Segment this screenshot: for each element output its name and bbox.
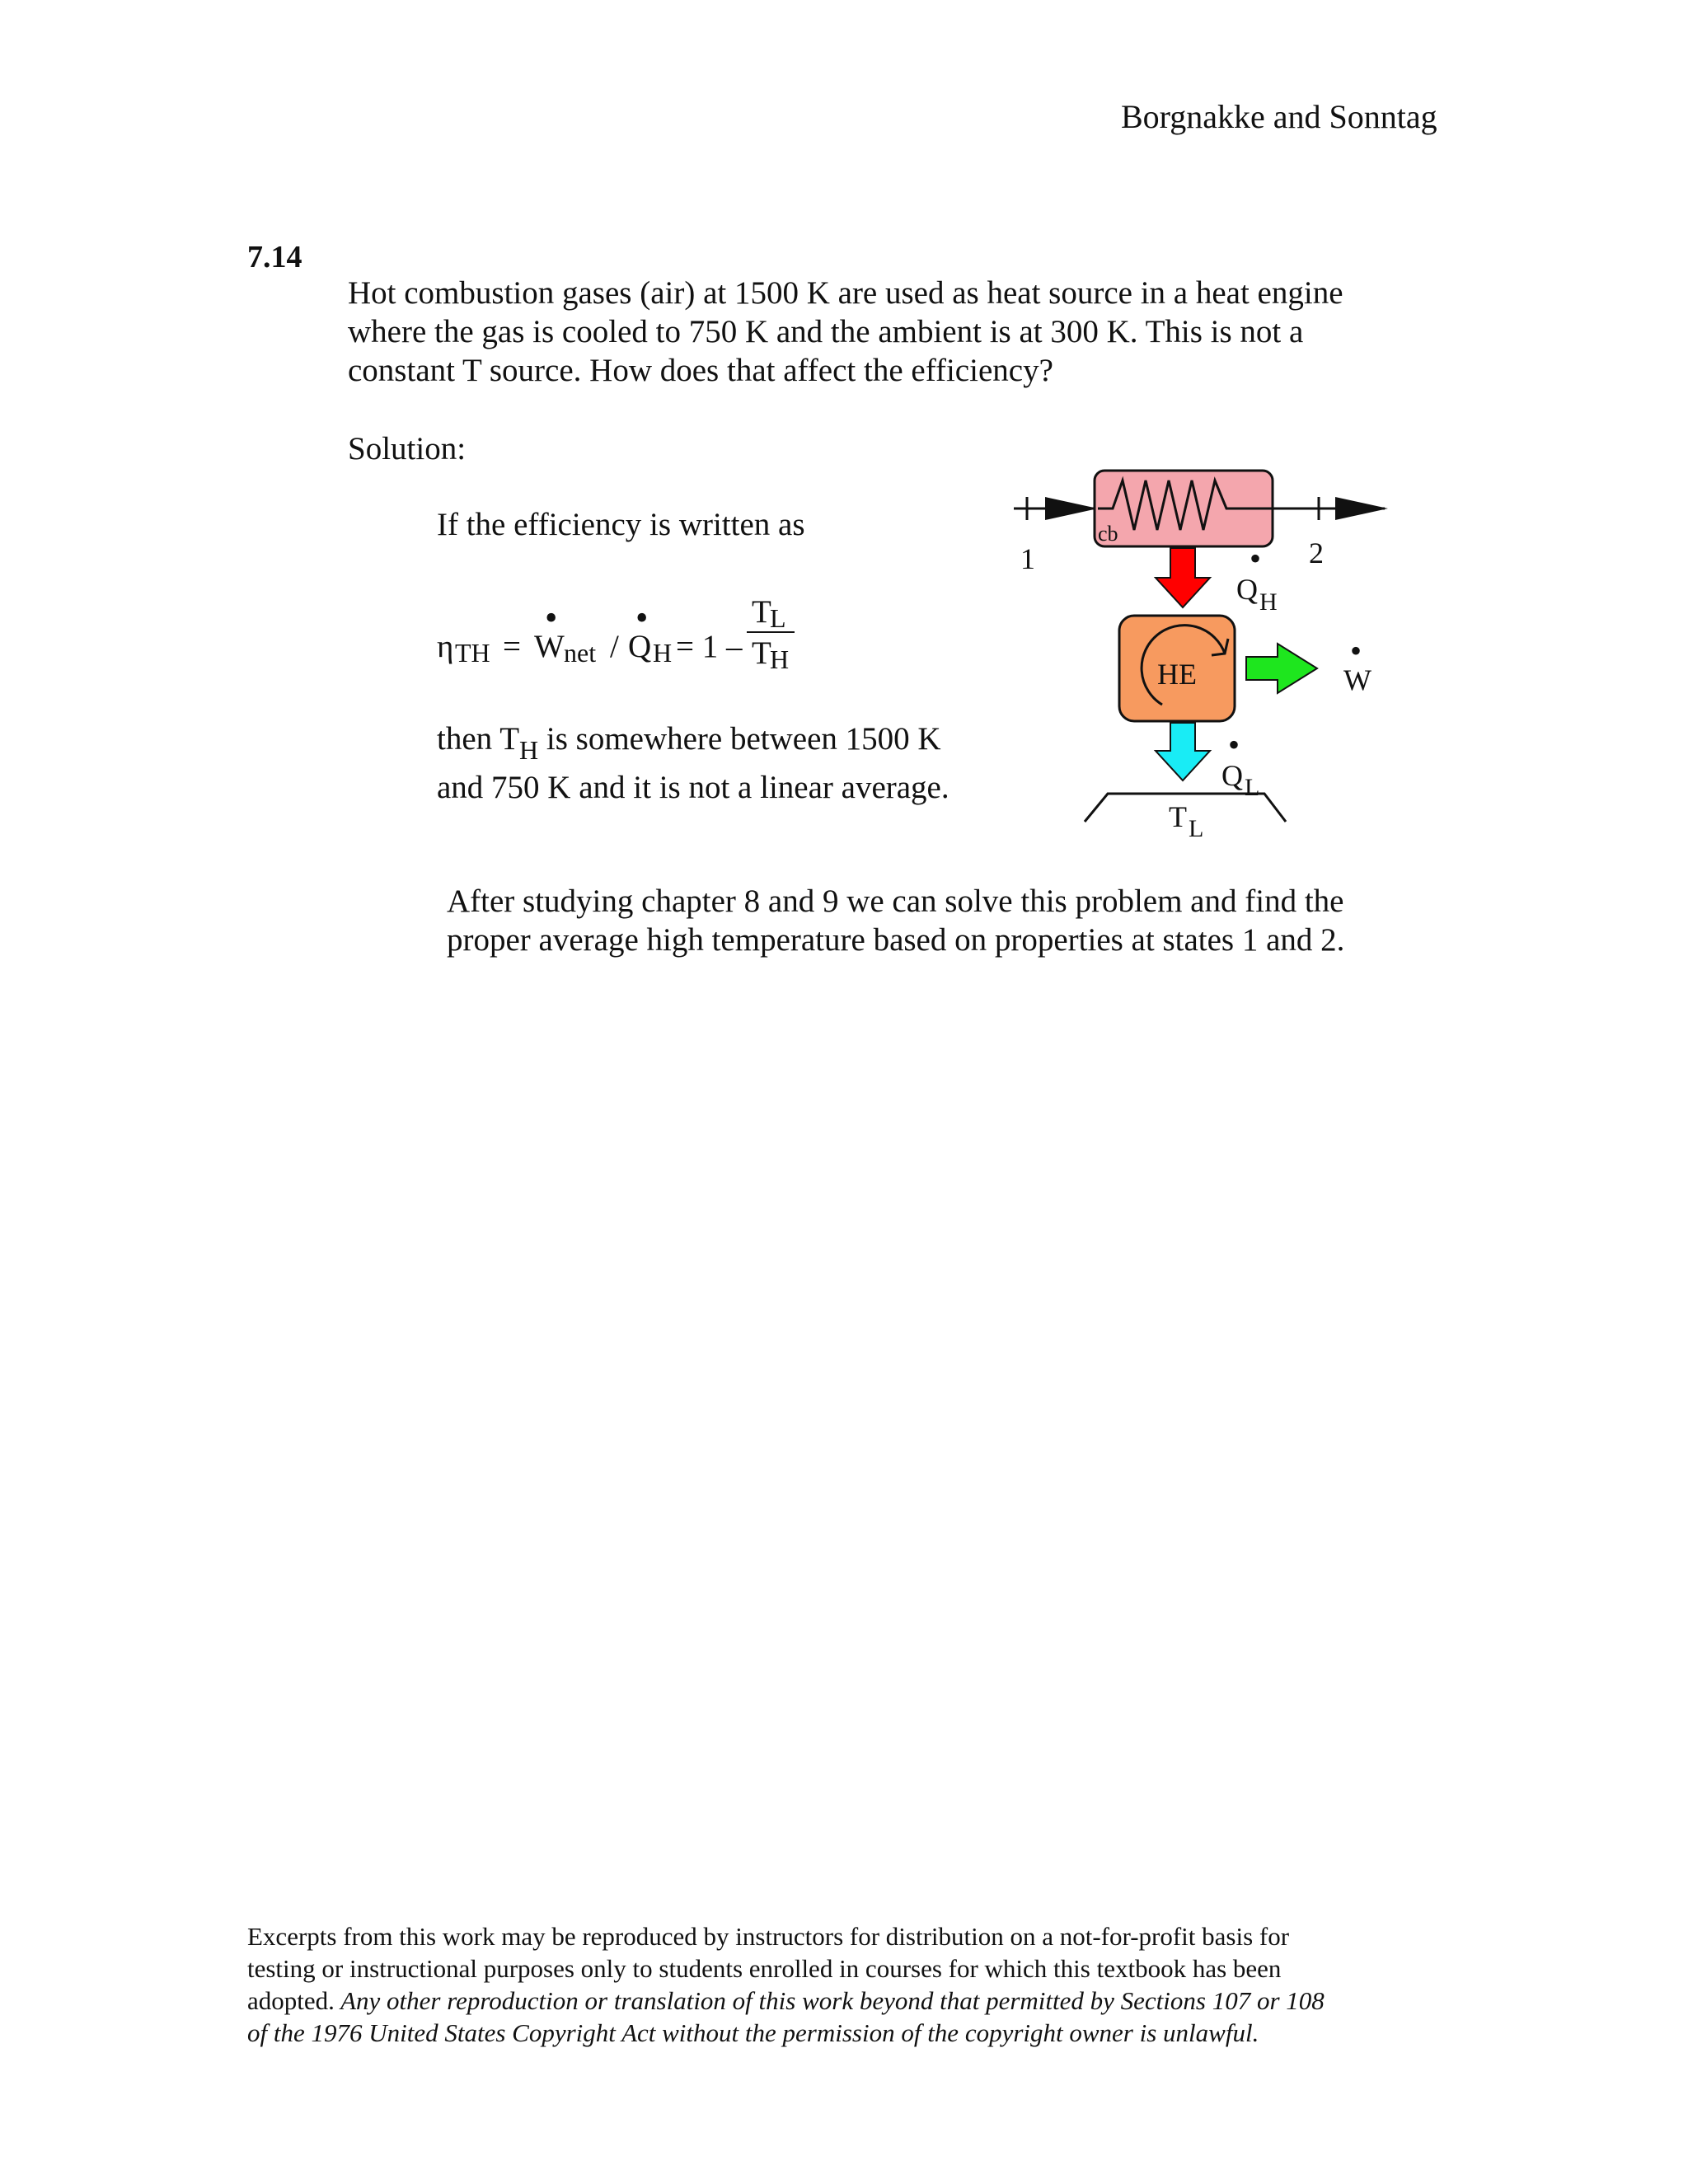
eq-numerator: T <box>752 594 771 630</box>
w-symbol: W <box>1343 663 1372 696</box>
dot-accent: • <box>635 598 649 638</box>
th-line-1-end: is somewhere between 1500 K <box>538 721 941 757</box>
eq-numerator-sub: L <box>770 603 786 633</box>
problem-statement <box>348 274 1419 390</box>
eq-w: W <box>534 629 565 664</box>
qh-subscript: H <box>1259 588 1278 616</box>
tl-symbol: T <box>1169 800 1187 833</box>
cb-label: cb <box>1098 522 1118 546</box>
problem-number: 7.14 <box>247 240 302 274</box>
running-head: Borgnakke and Sonntag <box>1121 98 1437 135</box>
eq-equals-1: = <box>503 629 521 664</box>
solution-heading: Solution: <box>348 431 467 466</box>
tl-subscript: L <box>1189 815 1204 842</box>
follow-up-line: After studying chapter 8 and 9 we can solve this problem and find the <box>447 883 1344 919</box>
eq-slash: / <box>610 629 619 664</box>
th-subscript: H <box>519 735 539 765</box>
th-line-1 <box>437 715 950 764</box>
heat-in-arrow <box>1156 548 1210 607</box>
footer-line-3-italic: Any other reproduction or translation of this work beyond that permitted by Sections 107 or 108 <box>334 1986 1325 2015</box>
eq-eta: η <box>437 629 454 664</box>
th-line-2: and 750 K and it is not a linear average. <box>437 770 950 805</box>
th-line-1-start: then T <box>437 721 520 757</box>
eq-q: Q <box>628 629 652 664</box>
he-label: HE <box>1157 658 1197 691</box>
problem-line: Hot combustion gases (air) at 1500 K are used as heat source in a heat engine <box>348 275 1343 311</box>
efficiency-equation <box>437 593 849 692</box>
qh-symbol: Q <box>1236 573 1258 606</box>
eq-denominator: T <box>752 635 771 671</box>
fraction-bar <box>747 631 795 633</box>
follow-up-line: proper average high temperature based on properties at states 1 and 2. <box>447 922 1345 958</box>
eq-eta-sub: TH <box>455 638 490 668</box>
ql-subscript: L <box>1245 774 1260 801</box>
heat-engine-diagram <box>989 457 1418 845</box>
footer-line: testing or instructional purposes only to students enrolled in courses for which this textbook has been <box>247 1954 1282 1983</box>
heat-out-arrow <box>1156 723 1210 780</box>
problem-line: where the gas is cooled to 750 K and the ambient is at 300 K. This is not a <box>348 314 1304 349</box>
dot-accent: • <box>1250 540 1262 577</box>
eq-q-sub: H <box>653 638 673 668</box>
dot-accent: • <box>1228 726 1240 763</box>
footer-line-3-plain: adopted. <box>247 1986 335 2015</box>
solution-intro: If the efficiency is written as <box>437 507 805 542</box>
flow-arrowhead-out <box>1335 497 1388 520</box>
state-1-label: 1 <box>1020 542 1035 575</box>
problem-line: constant T source. How does that affect the efficiency? <box>348 353 1053 388</box>
work-arrow <box>1246 644 1317 693</box>
eq-w-sub: net <box>564 638 597 668</box>
eq-equals-one-minus: = 1 – <box>676 629 743 664</box>
dot-accent: • <box>545 598 558 638</box>
follow-up-note <box>447 882 1344 959</box>
ql-symbol: Q <box>1221 759 1243 792</box>
footer-line: of the 1976 United States Copyright Act without the permission of the copyright owner is unlawful. <box>247 2018 1259 2047</box>
eq-denominator-sub: H <box>770 644 790 674</box>
th-explanation <box>437 715 950 812</box>
state-2-label: 2 <box>1309 537 1324 569</box>
flow-arrowhead-in <box>1045 497 1098 520</box>
dot-accent: • <box>1350 632 1362 669</box>
footer-line <box>247 1985 1451 2017</box>
copyright-notice <box>247 1920 1451 2049</box>
footer-line: Excerpts from this work may be reproduced by instructors for distribution on a not-for-profit basis for <box>247 1922 1290 1951</box>
